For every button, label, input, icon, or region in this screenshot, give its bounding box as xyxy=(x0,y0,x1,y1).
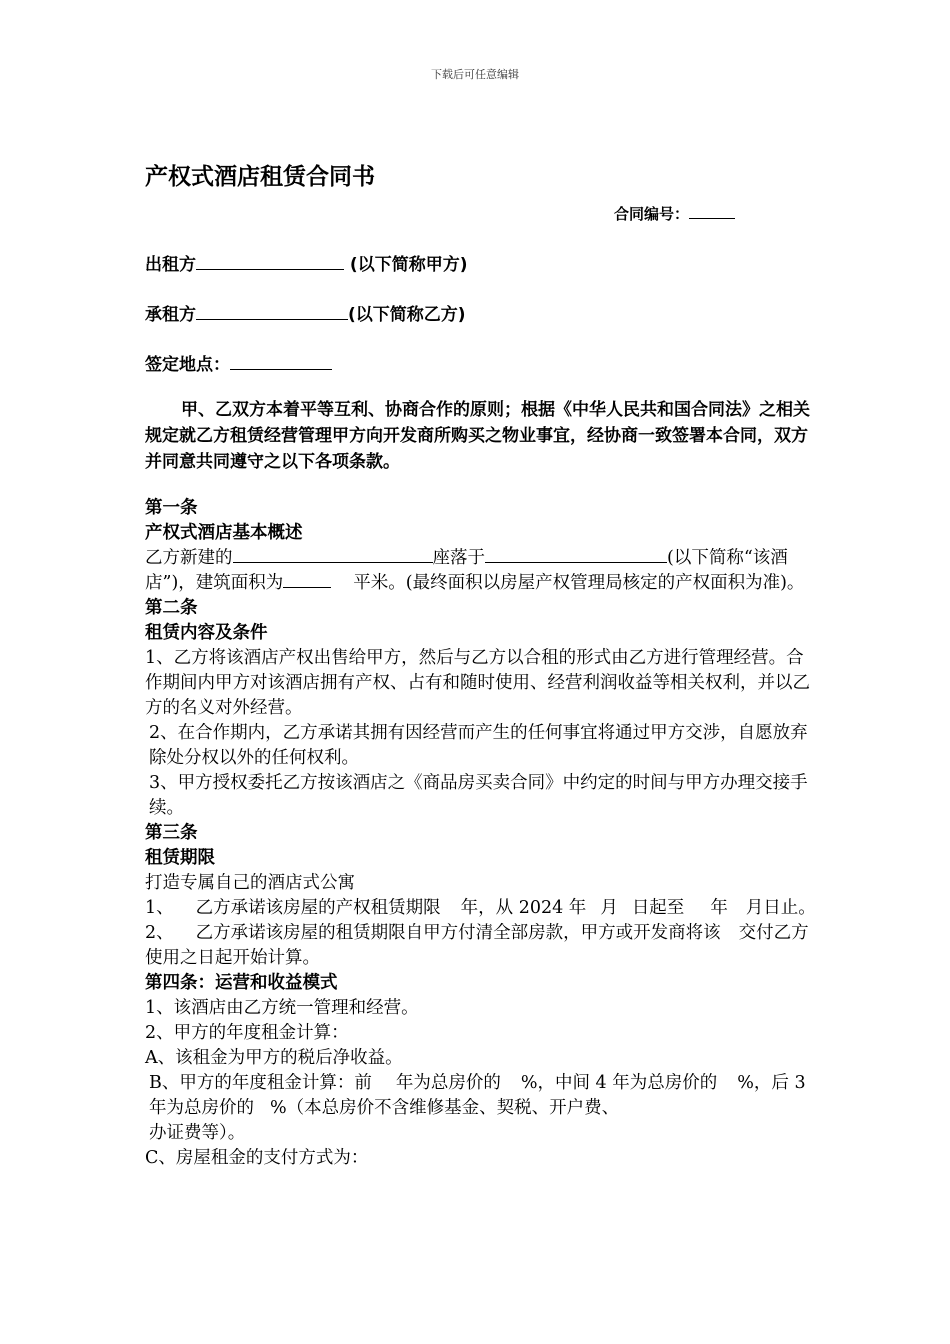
clause-text-part: 年为总房价的 xyxy=(395,1073,501,1093)
lessee-line xyxy=(145,300,466,325)
intro-text: 甲、乙双方本着平等互利、协商合作的原则；根据《中华人民共和国合同法》之相关规定就乙方租赁经营管理甲方向开发商所购买之物业事宜，经协商一致签署本合同，双方并同意共同遵守之以下各项条款。 xyxy=(145,400,810,472)
article-2-clause-2: 2、在合作期内，乙方承诺其拥有因经营而产生的任何事宜将通过甲方交涉，自愿放弃除处分权以外的任何权利。 xyxy=(149,723,808,768)
lessor-line xyxy=(145,250,467,275)
clause-text-part: 2、 xyxy=(145,923,174,943)
hotel-address-blank xyxy=(485,546,667,563)
clause-text-part: 乙方承诺该房屋的产权租赁期限 xyxy=(195,898,441,918)
article-4-clause-2: 2、甲方的年度租金计算： xyxy=(145,1023,349,1043)
signing-location-label: 签定地点： xyxy=(145,355,230,375)
floor-area-blank xyxy=(283,571,331,588)
article-1-text-part: (以下简称“该酒店”)，建筑面积为 xyxy=(145,548,788,593)
clause-text-part: 月日止。 xyxy=(745,898,816,918)
signing-location-blank xyxy=(230,353,332,370)
contract-number-blank xyxy=(689,202,735,219)
clause-text-part: 日起至 xyxy=(631,898,685,918)
clause-text-part: %，后 3 年为总房价的 xyxy=(149,1073,806,1118)
article-1-text-part: 平米。(最终面积以房屋产权管理局核定的产权面积为准)。 xyxy=(353,573,805,593)
header-note: 下载后可任意编辑 xyxy=(431,68,519,81)
article-2-clause-1: 1、乙方将该酒店产权出售给甲方，然后与乙方以合租的形式由乙方进行管理经营。合作期间内甲方对该酒店拥有产权、占有和随时使用、经营利润收益等相关权利，并以乙方的名义对外经营。 xyxy=(145,648,810,718)
lessee-blank xyxy=(196,303,348,320)
contract-number xyxy=(614,202,735,224)
article-4-clause-c: C、房屋租金的支付方式为： xyxy=(145,1148,369,1168)
article-3-slogan: 打造专属自己的酒店式公寓 xyxy=(145,873,355,893)
lessor-blank xyxy=(196,253,344,270)
article-4-clause-1: 1、该酒店由乙方统一管理和经营。 xyxy=(145,998,419,1018)
article-3-clause-1 xyxy=(145,896,817,921)
article-1-title: 产权式酒店基本概述 xyxy=(145,523,303,543)
article-1-text xyxy=(145,546,817,596)
article-1-text-part: 座落于 xyxy=(432,548,485,568)
article-2-heading: 第二条 xyxy=(145,598,198,618)
intro-paragraph xyxy=(145,397,810,475)
clause-text-part: B、甲方的年度租金计算：前 xyxy=(149,1073,372,1093)
clause-text-part: 交付乙方使用之日起开始计算。 xyxy=(145,923,809,968)
signing-location-line xyxy=(145,350,332,375)
article-3-title: 租赁期限 xyxy=(145,848,215,868)
document-title: 产权式酒店租赁合同书 xyxy=(145,164,375,190)
article-1-text-part: 乙方新建的 xyxy=(145,548,233,568)
clause-text-part: 1、 xyxy=(145,898,174,918)
article-2-clause-3: 3、甲方授权委托乙方按该酒店之《商品房买卖合同》中约定的时间与甲方办理交接手续。 xyxy=(149,773,808,818)
clause-text-part: 月 xyxy=(600,898,618,918)
clause-text-part: 办证费等）。 xyxy=(149,1123,246,1143)
article-4-clause-b xyxy=(145,1071,817,1146)
clause-text-part: 年 xyxy=(710,898,728,918)
contract-body xyxy=(145,496,817,1171)
lessor-suffix: (以下简称甲方) xyxy=(349,255,468,275)
clause-text-part: %，中间 4 年为总房价的 xyxy=(520,1073,718,1093)
clause-text-part: 年，从 2024 年 xyxy=(460,898,587,918)
article-2-title: 租赁内容及条件 xyxy=(145,623,268,643)
hotel-name-blank xyxy=(233,546,433,563)
article-3-heading: 第三条 xyxy=(145,823,198,843)
contract-number-label: 合同编号： xyxy=(614,205,690,223)
clause-text-part: %（本总房价不含维修基金、契税、开户费、 xyxy=(270,1098,620,1118)
lessee-suffix: (以下简称乙方) xyxy=(348,305,466,325)
article-4-clause-a: A、该租金为甲方的税后净收益。 xyxy=(145,1048,403,1068)
article-4-heading: 第四条：运营和收益模式 xyxy=(145,973,338,993)
lessor-label: 出租方 xyxy=(145,255,196,275)
clause-text-part: 乙方承诺该房屋的租赁期限自甲方付清全部房款，甲方或开发商将该 xyxy=(195,923,721,943)
article-1-heading: 第一条 xyxy=(145,498,198,518)
lessee-label: 承租方 xyxy=(145,305,196,325)
article-3-clause-2 xyxy=(145,921,817,971)
